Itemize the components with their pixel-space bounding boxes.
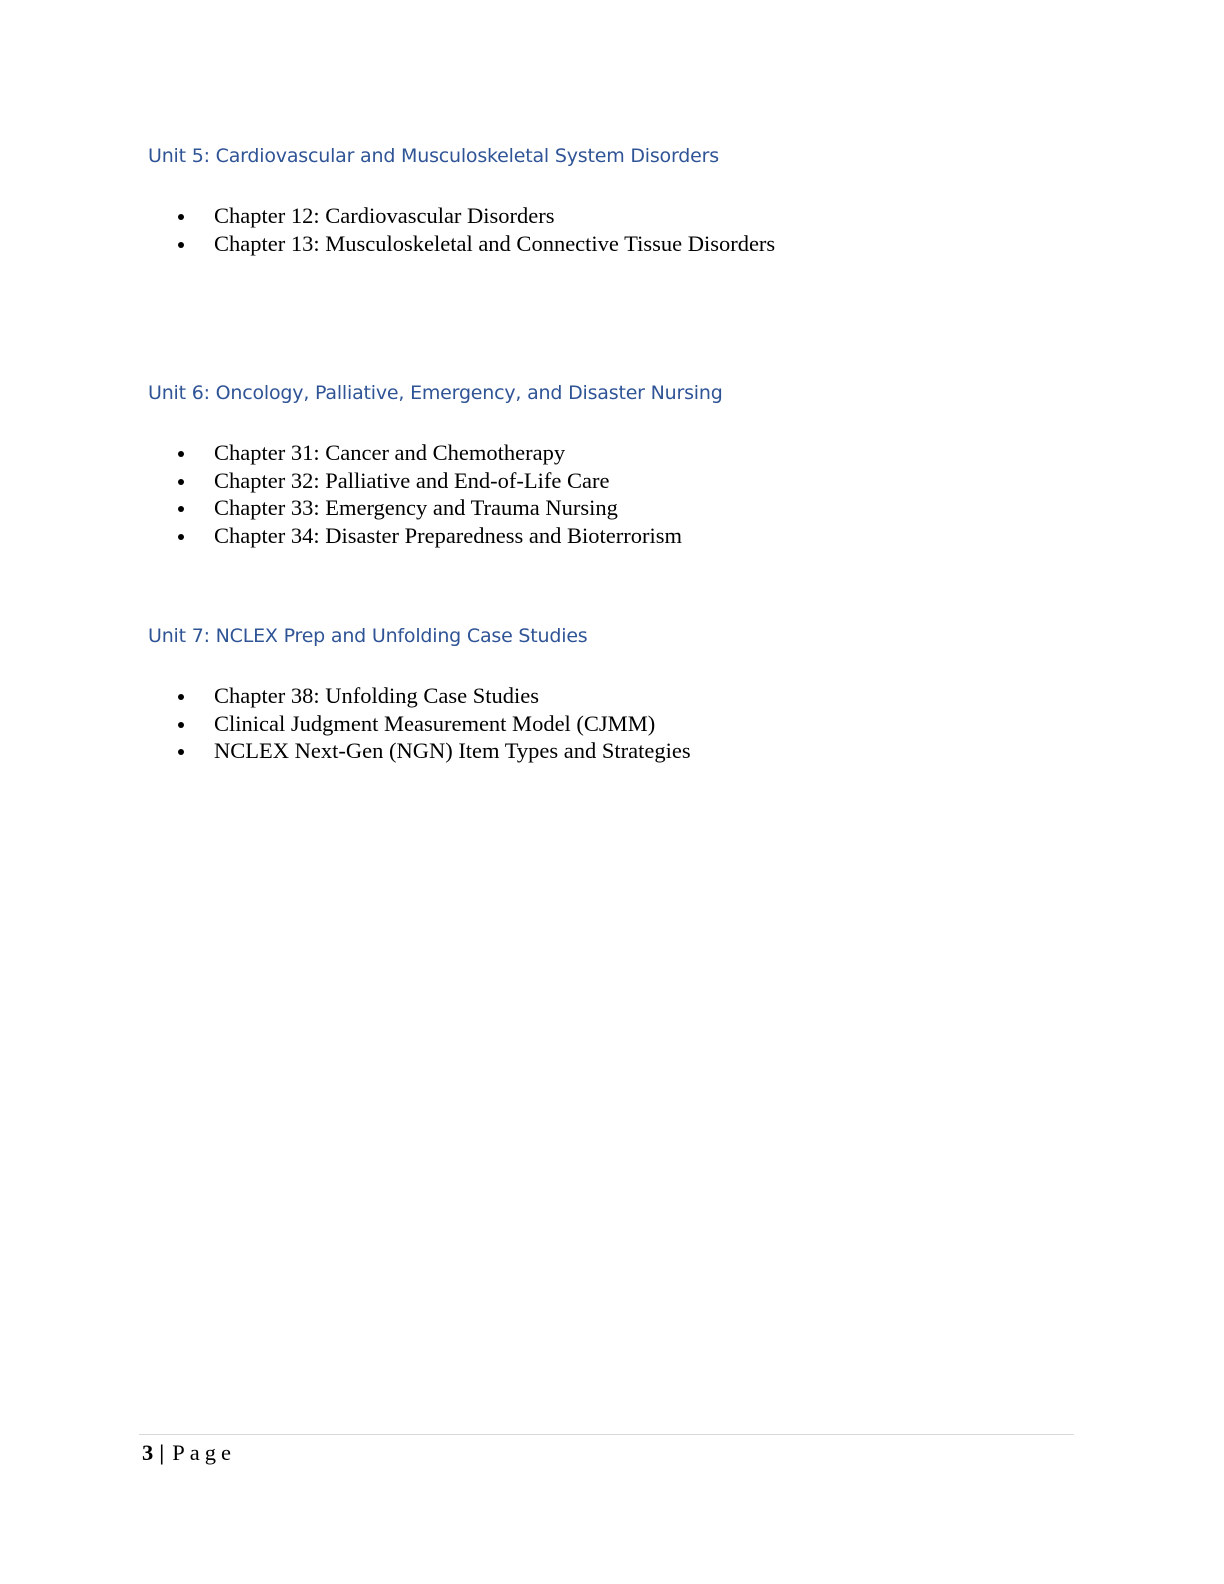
page-separator: | xyxy=(159,1440,165,1465)
bullet-icon xyxy=(178,694,184,700)
list-item xyxy=(172,230,775,258)
page-footer xyxy=(142,1440,236,1466)
list-item xyxy=(172,710,691,738)
unit-6-chapter-list xyxy=(172,439,682,549)
unit-7-chapter-list xyxy=(172,682,691,765)
bullet-icon xyxy=(178,534,184,540)
bullet-icon xyxy=(178,749,184,755)
footer-divider xyxy=(139,1434,1074,1435)
bullet-icon xyxy=(178,242,184,248)
list-item-text: Chapter 12: Cardiovascular Disorders xyxy=(214,203,555,228)
list-item-text: NCLEX Next-Gen (NGN) Item Types and Strategies xyxy=(214,738,691,763)
list-item xyxy=(172,737,691,765)
unit-5-heading: Unit 5: Cardiovascular and Musculoskeletal System Disorders xyxy=(148,145,719,167)
list-item-text: Chapter 31: Cancer and Chemotherapy xyxy=(214,440,566,465)
list-item xyxy=(172,202,775,230)
page-number: 3 xyxy=(142,1440,154,1465)
page-label: Page xyxy=(172,1440,236,1465)
bullet-icon xyxy=(178,214,184,220)
bullet-icon xyxy=(178,506,184,512)
unit-6-heading: Unit 6: Oncology, Palliative, Emergency, and Disaster Nursing xyxy=(148,382,723,404)
list-item xyxy=(172,682,691,710)
list-item-text: Chapter 38: Unfolding Case Studies xyxy=(214,683,539,708)
list-item xyxy=(172,467,682,495)
list-item xyxy=(172,522,682,550)
list-item xyxy=(172,439,682,467)
list-item-text: Chapter 33: Emergency and Trauma Nursing xyxy=(214,495,618,520)
bullet-icon xyxy=(178,451,184,457)
bullet-icon xyxy=(178,479,184,485)
list-item-text: Chapter 34: Disaster Preparedness and Bioterrorism xyxy=(214,522,683,548)
unit-7-heading: Unit 7: NCLEX Prep and Unfolding Case Studies xyxy=(148,625,588,647)
list-item-text: Clinical Judgment Measurement Model (CJMM) xyxy=(214,710,656,736)
unit-5-chapter-list xyxy=(172,202,775,257)
list-item-text: Chapter 32: Palliative and End-of-Life Care xyxy=(214,467,610,493)
list-item-text: Chapter 13: Musculoskeletal and Connective Tissue Disorders xyxy=(214,230,776,256)
bullet-icon xyxy=(178,722,184,728)
list-item xyxy=(172,494,682,522)
